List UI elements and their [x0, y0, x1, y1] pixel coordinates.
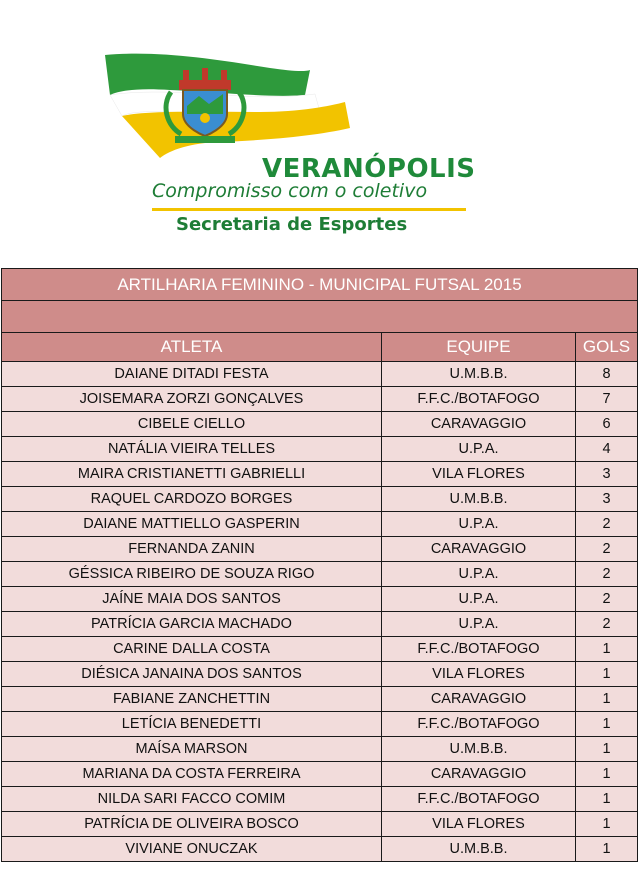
athlete-cell: GÉSSICA RIBEIRO DE SOUZA RIGO: [2, 562, 382, 587]
team-cell: CARAVAGGIO: [382, 762, 576, 787]
goals-cell: 3: [576, 462, 638, 487]
brand-slogan: Compromisso com o coletivo: [152, 180, 428, 202]
table-header-row: [2, 333, 638, 362]
team-cell: VILA FLORES: [382, 812, 576, 837]
table-row: [2, 537, 638, 562]
team-cell: CARAVAGGIO: [382, 537, 576, 562]
team-cell: VILA FLORES: [382, 662, 576, 687]
goals-cell: 1: [576, 787, 638, 812]
table-body: [2, 362, 638, 862]
table-row: [2, 487, 638, 512]
table-row: [2, 787, 638, 812]
athlete-cell: NATÁLIA VIEIRA TELLES: [2, 437, 382, 462]
team-cell: CARAVAGGIO: [382, 687, 576, 712]
team-cell: U.M.B.B.: [382, 837, 576, 862]
table-row: [2, 737, 638, 762]
table-row: [2, 662, 638, 687]
goals-cell: 2: [576, 612, 638, 637]
team-cell: F.F.C./BOTAFOGO: [382, 637, 576, 662]
table-row: [2, 587, 638, 612]
column-header-goals: GOLS: [576, 333, 638, 362]
page-header: [0, 0, 639, 268]
goals-cell: 1: [576, 762, 638, 787]
athlete-cell: DIÉSICA JANAINA DOS SANTOS: [2, 662, 382, 687]
department-name: Secretaria de Esportes: [176, 214, 408, 235]
team-cell: U.P.A.: [382, 512, 576, 537]
table-row: [2, 437, 638, 462]
municipal-flag-crest-icon: [100, 50, 360, 160]
goals-cell: 1: [576, 637, 638, 662]
table-spacer-row: [2, 301, 638, 333]
goals-cell: 2: [576, 537, 638, 562]
goals-cell: 2: [576, 587, 638, 612]
team-cell: U.M.B.B.: [382, 362, 576, 387]
goals-cell: 6: [576, 412, 638, 437]
team-cell: U.P.A.: [382, 587, 576, 612]
goals-cell: 1: [576, 662, 638, 687]
brand-name: VERANÓPOLIS: [262, 154, 476, 184]
table-row: [2, 637, 638, 662]
athlete-cell: FERNANDA ZANIN: [2, 537, 382, 562]
table-row: [2, 712, 638, 737]
table-row: [2, 412, 638, 437]
team-cell: F.F.C./BOTAFOGO: [382, 787, 576, 812]
goals-cell: 4: [576, 437, 638, 462]
brand-divider: [152, 208, 466, 211]
table-row: [2, 387, 638, 412]
table-row: [2, 612, 638, 637]
table-row: [2, 762, 638, 787]
athlete-cell: FABIANE ZANCHETTIN: [2, 687, 382, 712]
team-cell: F.F.C./BOTAFOGO: [382, 387, 576, 412]
athlete-cell: PATRÍCIA DE OLIVEIRA BOSCO: [2, 812, 382, 837]
team-cell: VILA FLORES: [382, 462, 576, 487]
athlete-cell: VIVIANE ONUCZAK: [2, 837, 382, 862]
goals-cell: 7: [576, 387, 638, 412]
athlete-cell: JOISEMARA ZORZI GONÇALVES: [2, 387, 382, 412]
athlete-cell: CIBELE CIELLO: [2, 412, 382, 437]
team-cell: CARAVAGGIO: [382, 412, 576, 437]
athlete-cell: JAÍNE MAIA DOS SANTOS: [2, 587, 382, 612]
table-row: [2, 462, 638, 487]
goals-cell: 2: [576, 512, 638, 537]
athlete-cell: MAIRA CRISTIANETTI GABRIELLI: [2, 462, 382, 487]
athlete-cell: DAIANE MATTIELLO GASPERIN: [2, 512, 382, 537]
goals-cell: 3: [576, 487, 638, 512]
table-title-row: [2, 269, 638, 301]
team-cell: U.P.A.: [382, 562, 576, 587]
athlete-cell: NILDA SARI FACCO COMIM: [2, 787, 382, 812]
scorers-table: [1, 268, 638, 862]
table-title: ARTILHARIA FEMININO - MUNICIPAL FUTSAL 2015: [2, 269, 638, 301]
goals-cell: 2: [576, 562, 638, 587]
athlete-cell: LETÍCIA BENEDETTI: [2, 712, 382, 737]
athlete-cell: PATRÍCIA GARCIA MACHADO: [2, 612, 382, 637]
goals-cell: 1: [576, 712, 638, 737]
column-header-team: EQUIPE: [382, 333, 576, 362]
table-row: [2, 362, 638, 387]
team-cell: F.F.C./BOTAFOGO: [382, 712, 576, 737]
column-header-athlete: ATLETA: [2, 333, 382, 362]
goals-cell: 1: [576, 687, 638, 712]
team-cell: U.M.B.B.: [382, 737, 576, 762]
table-row: [2, 512, 638, 537]
table-row: [2, 562, 638, 587]
team-cell: U.P.A.: [382, 437, 576, 462]
table-row: [2, 837, 638, 862]
goals-cell: 8: [576, 362, 638, 387]
athlete-cell: MAÍSA MARSON: [2, 737, 382, 762]
team-cell: U.P.A.: [382, 612, 576, 637]
goals-cell: 1: [576, 837, 638, 862]
athlete-cell: RAQUEL CARDOZO BORGES: [2, 487, 382, 512]
goals-cell: 1: [576, 812, 638, 837]
table-spacer-cell: [2, 301, 638, 333]
table-row: [2, 687, 638, 712]
goals-cell: 1: [576, 737, 638, 762]
athlete-cell: CARINE DALLA COSTA: [2, 637, 382, 662]
athlete-cell: DAIANE DITADI FESTA: [2, 362, 382, 387]
team-cell: U.M.B.B.: [382, 487, 576, 512]
athlete-cell: MARIANA DA COSTA FERREIRA: [2, 762, 382, 787]
table-row: [2, 812, 638, 837]
